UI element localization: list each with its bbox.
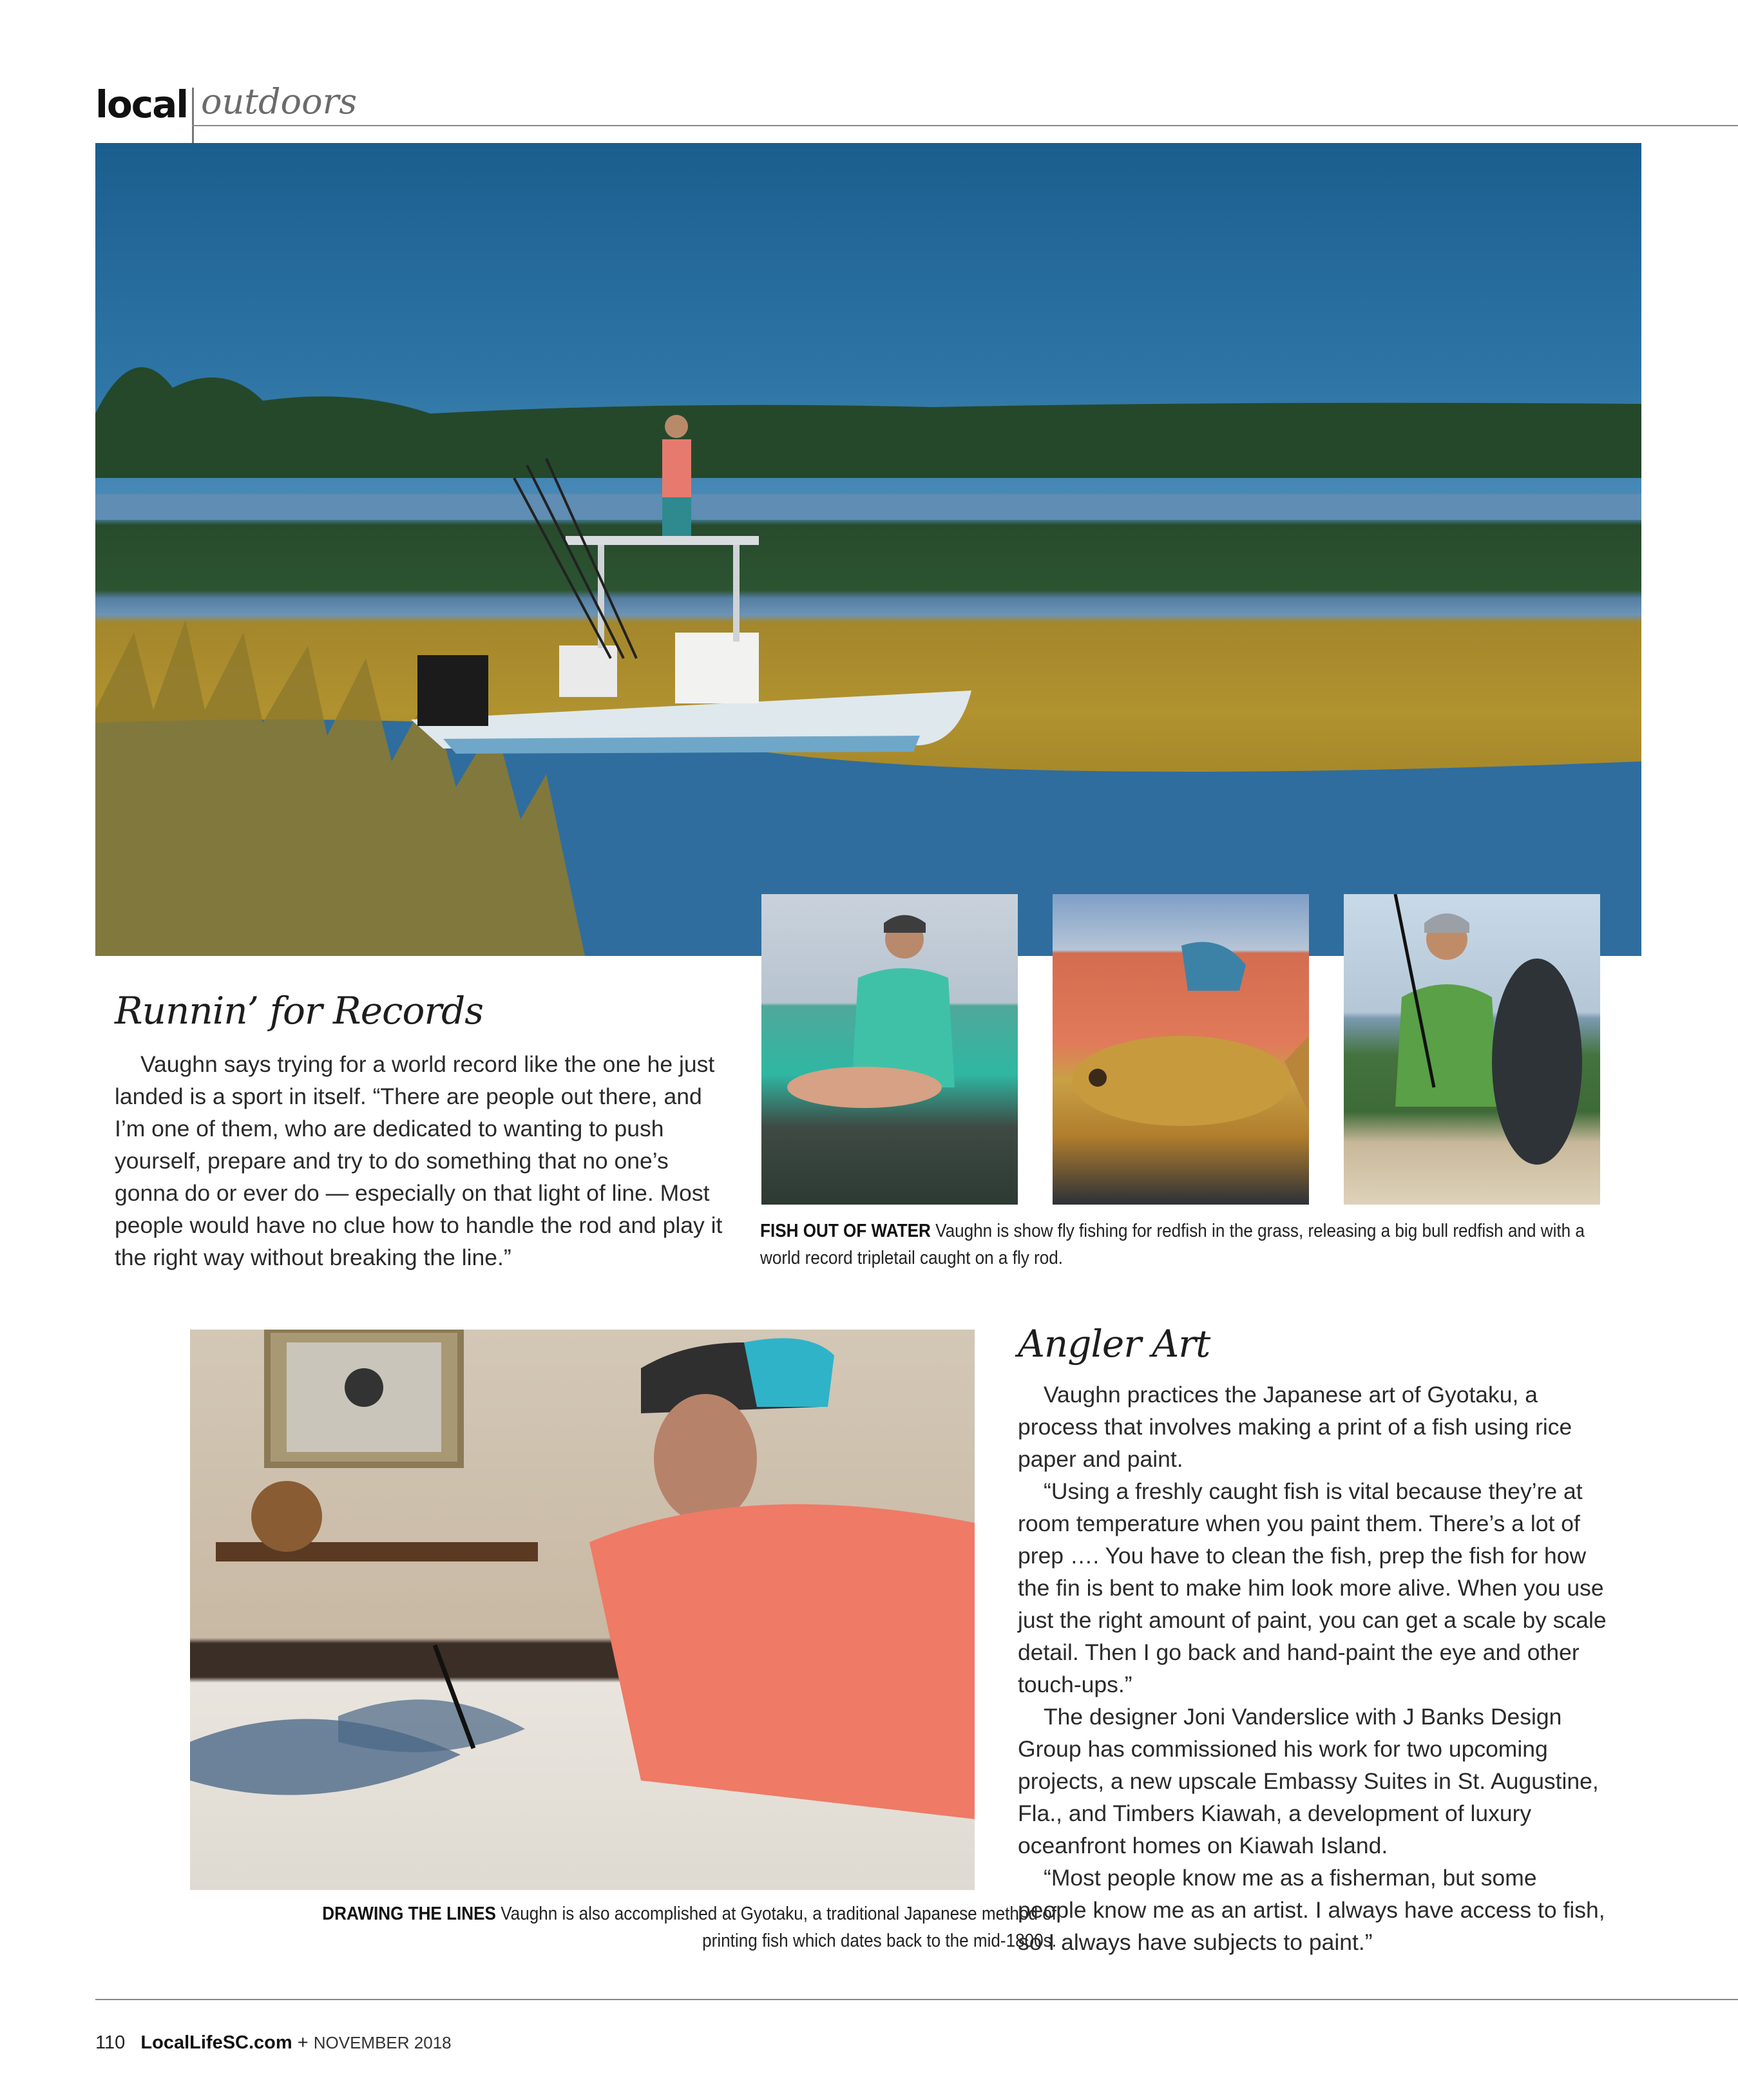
angler-art-heading: Angler Art (1018, 1322, 1210, 1366)
header-rule (192, 125, 1738, 126)
footer-rule (95, 1999, 1738, 2000)
redfish-release-icon (1053, 894, 1309, 1205)
footer-separator: + (297, 2032, 309, 2053)
caption-lead: FISH OUT OF WATER (760, 1221, 931, 1241)
art-paragraph-3: The designer Joni Vanderslice with J Banks Design Group has commissioned his work for two upcoming projects, a new upscale Embassy Suites in St. Augustine, Fla., and Timbers Kiawah, a development of luxury oceanfront homes on Kiawah Island. (1018, 1704, 1599, 1858)
fly-fishing-grass-photo (761, 894, 1018, 1205)
art-paragraph-1: Vaughn practices the Japanese art of Gyotaku, a process that involves making a print of a fish using rice paper and paint. (1018, 1382, 1572, 1472)
tripletail-photo (1344, 894, 1600, 1205)
section-name: outdoors (201, 81, 358, 122)
records-paragraph: Vaughn says trying for a world record like the one he just landed is a sport in itself. “There are people out there, and I’m one of them, who are dedicated to wanting to push yourself, prepare and try to do something that no one’s gonna do or ever do — especially on that light of line. Most people would have no clue how to handle the rod and play it the right way without breaking the line.” (115, 1051, 723, 1270)
page-footer (95, 2032, 452, 2054)
records-heading: Runnin’ for Records (115, 989, 484, 1033)
fish-out-of-water-caption (760, 1217, 1601, 1272)
art-paragraph-4: “Most people know me as a fisherman, but some people know me as an artist. I always have access to fish, so I always have subjects to paint.” (1018, 1865, 1605, 1955)
website-link[interactable]: LocalLifeSC.com (140, 2032, 292, 2053)
bull-redfish-photo (1053, 894, 1309, 1205)
caption-lead: DRAWING THE LINES (322, 1904, 496, 1924)
records-body (115, 1048, 733, 1274)
boat-scene-icon (95, 143, 1641, 956)
drawing-the-lines-caption (297, 1900, 1056, 1954)
issue-date: NOVEMBER 2018 (313, 2033, 452, 2052)
caption-text: Vaughn is also accomplished at Gyotaku, a traditional Japanese method of printing fish which dates back to the mid-1800s. (495, 1904, 1056, 1951)
gyotaku-artist-photo (190, 1330, 975, 1890)
hero-boat-photo (95, 143, 1641, 956)
caption-text: Vaughn is show fly fishing for redfish in the grass, releasing a big bull redfish and with a world record tripletail caught on a fly rod. (760, 1221, 1585, 1268)
artist-printing-fish-icon (190, 1330, 975, 1890)
angler-art-body (1018, 1379, 1610, 1958)
magazine-brand: local (95, 82, 188, 126)
page-number: 110 (95, 2032, 126, 2053)
art-paragraph-2: “Using a freshly caught fish is vital because they’re at room temperature when you paint them. There’s a lot of prep …. You have to clean the fish, prep the fish for how the fin is bent to make him look more alive. When you use just the right amount of paint, you can get a scale by scale detail. Then I go back and hand-paint the eye and other touch-ups.” (1018, 1478, 1607, 1697)
angler-redfish-icon (761, 894, 1018, 1205)
tripletail-fish-icon (1344, 894, 1600, 1205)
